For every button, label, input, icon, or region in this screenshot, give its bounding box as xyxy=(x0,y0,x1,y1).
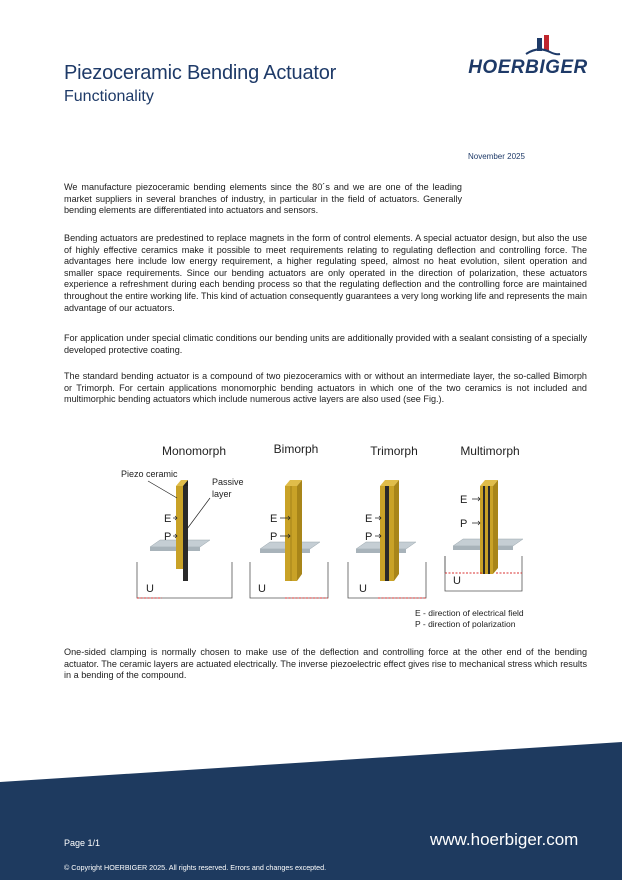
label-u-trimorph: U xyxy=(359,583,367,595)
hoerbiger-logo xyxy=(468,34,588,80)
figure-heading-bimorph: Bimorph xyxy=(273,442,319,456)
paragraph-standard-actuator: The standard bending actuator is a compound of two piezoceramics with or without an intermediate layer, the so-called Bimorph or Trimorph. For certain applications monomorphic bending actuators in which one of the two ceramics is not included and multimorphic bending actuators which include numerous active layers are also used (see Fig.). xyxy=(64,371,587,405)
copyright-notice: © Copyright HOERBIGER 2025. All rights reserved. Errors and changes excepted. xyxy=(64,863,327,872)
figure-heading-monomorph: Monomorph xyxy=(161,444,227,458)
website-link[interactable]: www.hoerbiger.com xyxy=(430,830,579,849)
logo-mark-icon xyxy=(468,34,588,58)
label-u-monomorph: U xyxy=(146,583,154,595)
actuator-types-figure xyxy=(110,436,540,636)
footer-band xyxy=(0,730,622,880)
legend-polarization: P - direction of polarization xyxy=(415,619,516,629)
page-title: Piezoceramic Bending Actuator xyxy=(64,62,337,84)
paragraph-intro: We manufacture piezoceramic bending elements since the 80´s and we are one of the leading market suppliers in several branches of industry, in particular in the field of actuators. Generally bending elements are differentiated into actuators and sensors. xyxy=(64,182,462,216)
document-date: November 2025 xyxy=(468,152,525,161)
figure-heading-trimorph: Trimorph xyxy=(370,444,418,458)
logo-wordmark: HOERBIGER xyxy=(468,57,588,78)
trimorph-diagram xyxy=(348,480,426,598)
paragraph-bending-actuators: Bending actuators are predestined to replace magnets in the form of control elements. A special actuator design, but also the use of highly effective ceramics make it possible to meet requirements relating to regulating deflection and controlling force. The advantages here include low energy requirement, a higher regulating speed, almost no heat evolution, silent operation and smaller space requirements. Since our bending actuators are only operated in the direction of polarization, these actuators experience a refreshment during each bending process so that the regulating deflection and the controlling force are maintained throughout the entire working life. This kind of actuation consequently guarantees a very long working life and represents the main advantage of our actuators. xyxy=(64,233,587,313)
figure-heading-multimorph: Multimorph xyxy=(460,444,520,458)
label-e-bimorph: E xyxy=(270,513,278,525)
monomorph-diagram xyxy=(121,469,244,598)
label-passive-2: layer xyxy=(212,489,232,499)
paragraph-clamping: One-sided clamping is normally chosen to make use of the deflection and controlling force at the other end of the bending actuator. The ceramic layers are actuated electrically. The inverse piezoelectric effect gives rise to mechanical stress which results in a bending of the compound. xyxy=(64,647,587,681)
paragraph-climatic: For application under special climatic conditions our bending units are additionally provided with a sealant consisting of a specially developed protective coating. xyxy=(64,333,587,355)
label-piezo-ceramic: Piezo ceramic xyxy=(121,469,178,479)
label-p-bimorph: P xyxy=(270,531,278,543)
label-e-multimorph: E xyxy=(460,494,468,506)
label-p-monomorph: P xyxy=(164,531,172,543)
label-p-trimorph: P xyxy=(365,531,373,543)
label-u-multimorph: U xyxy=(453,575,461,587)
legend-electrical-field: E - direction of electrical field xyxy=(415,608,524,618)
page-subtitle: Functionality xyxy=(64,88,154,105)
page-number: Page 1/1 xyxy=(64,838,101,848)
label-p-multimorph: P xyxy=(460,518,468,530)
label-u-bimorph: U xyxy=(258,583,266,595)
bimorph-diagram xyxy=(250,480,328,598)
label-e-monomorph: E xyxy=(164,513,172,525)
label-passive-1: Passive xyxy=(212,477,244,487)
multimorph-diagram xyxy=(445,480,523,591)
label-e-trimorph: E xyxy=(365,513,373,525)
